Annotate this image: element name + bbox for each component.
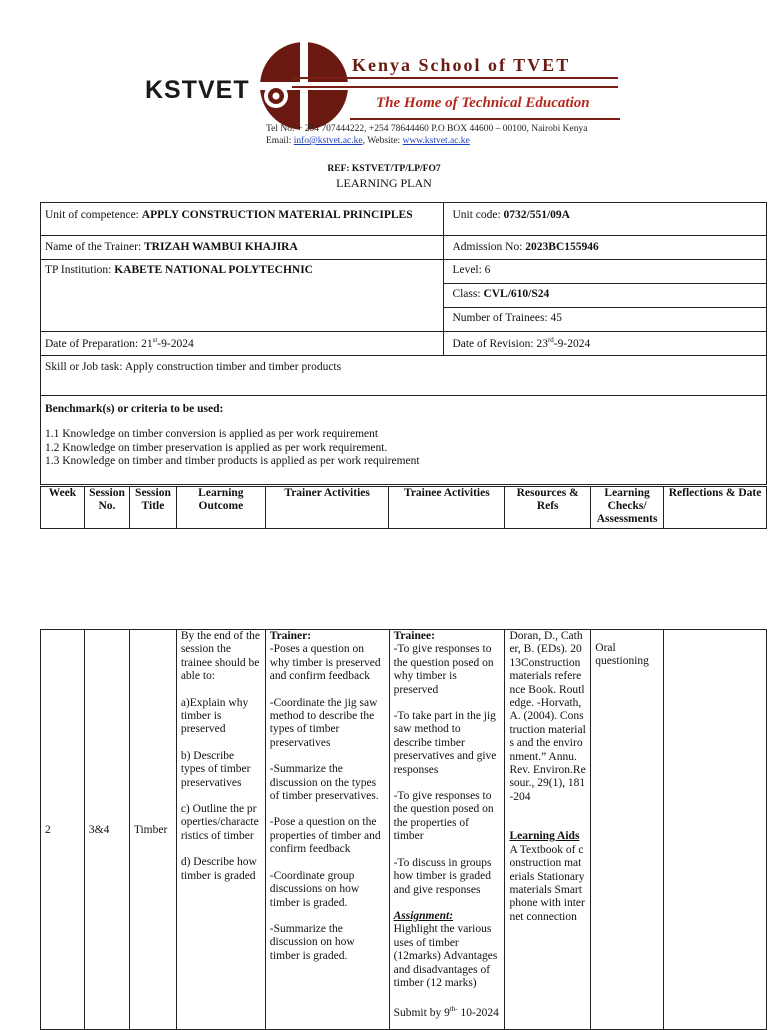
class-cell: Class: CVL/610/S24: [444, 284, 767, 308]
trainee-item: -To discuss in groups how timber is graded and give responses: [393, 856, 492, 896]
trainer-item: -Coordinate group discussions on how timber is graded.: [269, 869, 360, 909]
benchmarks-title: Benchmark(s) or criteria to be used:: [45, 403, 224, 415]
tp-institution-cell: TP Institution: KABETE NATIONAL POLYTECHNIC: [41, 260, 444, 332]
skill-job-task-cell: Skill or Job task: Apply construction timber and timber products: [41, 356, 767, 396]
row-resources-refs: [505, 630, 591, 1030]
number-of-trainees-cell: Number of Trainees: 45: [444, 308, 767, 332]
kstvet-wordmark: KSTVET: [145, 76, 250, 104]
trainer-item: -Summarize the discussion on how timber is graded.: [269, 922, 355, 962]
outcome-item: a)Explain why timber is preserved: [180, 696, 249, 736]
website-link[interactable]: www.kstvet.ac.ke: [402, 136, 470, 146]
row-learning-checks: Oral questioning: [591, 630, 664, 1030]
contact-tel: Tel No: + 254 707444222, +254 78644460 P.O BOX 44600 – 00100, Nairobi Kenya: [266, 124, 588, 134]
trainee-item: -To give responses to the question posed on why timber is preserved: [393, 643, 494, 696]
row-learning-outcome: [176, 630, 265, 1030]
trainer-item: -Poses a question on why timber is preserved and confirm feedback: [269, 643, 381, 683]
trainer-item: -Summarize the discussion on the types of timber preservatives.: [269, 763, 379, 803]
trainer-heading: Trainer:: [269, 630, 312, 642]
document-ref: REF: KSTVET/TP/LP/FO7: [327, 164, 441, 174]
outcome-item: d) Describe how timber is graded: [180, 856, 257, 882]
admission-no-cell: Admission No: 2023BC155946: [444, 236, 767, 260]
header-week: Week: [41, 487, 85, 529]
outcome-item: c) Outline the properties/characteristics of timber: [180, 803, 259, 842]
contact-email-line: [266, 136, 470, 146]
trainee-heading: Trainee:: [393, 630, 435, 642]
header-session-no: Session No.: [84, 487, 129, 529]
website-label: , Website:: [362, 136, 401, 146]
header-resources-refs: Resources & Refs: [505, 487, 591, 529]
school-name: Kenya School of TVET: [352, 55, 571, 75]
row-week: 2: [41, 630, 85, 1030]
assignment-text: Highlight the various uses of timber (12marks) Advantages and disadvantages of timber (12 marks): [393, 923, 498, 989]
header-session-title: Session Title: [129, 487, 176, 529]
header-trainee-activities: Trainee Activities: [389, 487, 505, 529]
header-rule-top: [292, 77, 618, 79]
header-reflections-date: Reflections & Date: [664, 487, 767, 529]
header-rule-middle: [292, 86, 618, 88]
learning-aids-heading: Learning Aids: [509, 830, 580, 843]
trainee-item: -To give responses to the question posed on the properties of timber: [393, 790, 494, 843]
trainer-item: -Pose a question on the properties of timber and confirm feedback: [269, 816, 381, 856]
row-trainee-activities: [389, 630, 505, 1030]
trainee-item: -To take part in the jig saw method to describe timber preservatives and give responses: [393, 710, 497, 776]
row-session-no: 3&4: [84, 630, 129, 1030]
learning-aids-text: A Textbook of construction materials Stationary materials Smartphone with internet connection: [509, 843, 585, 923]
email-label: Email:: [266, 136, 292, 146]
assignment-heading: Assignment:: [393, 909, 454, 922]
info-table: [40, 202, 767, 485]
header-learning-outcome: Learning Outcome: [176, 487, 265, 529]
level-cell: Level: 6: [444, 260, 767, 284]
row-session-title: Timber: [129, 630, 176, 1030]
date-of-revision-cell: Date of Revision: 23rd-9-2024: [444, 332, 767, 356]
header-trainer-activities: Trainer Activities: [265, 487, 389, 529]
letterhead: [0, 0, 768, 160]
trainer-name-cell: Name of the Trainer: TRIZAH WAMBUI KHAJIRA: [41, 236, 444, 260]
row-trainer-activities: [265, 630, 389, 1030]
email-link[interactable]: info@kstvet.ac.ke: [293, 136, 363, 146]
benchmarks-cell: [41, 396, 767, 485]
benchmark-item: 1.3 Knowledge on timber and timber products is applied as per work requirement: [45, 455, 420, 468]
header-learning-checks: Learning Checks/ Assessments: [591, 487, 664, 529]
date-of-preparation-cell: Date of Preparation: 21st-9-2024: [41, 332, 444, 356]
benchmark-item: 1.2 Knowledge on timber preservation is applied as per work requirement.: [45, 441, 388, 454]
session-header-table: [40, 486, 767, 529]
outcome-item: b) Describe types of timber preservatives: [180, 749, 251, 789]
header-rule-bottom: [350, 118, 620, 120]
benchmark-item: 1.1 Knowledge on timber conversion is applied as per work requirement: [45, 428, 379, 440]
trainer-item: -Coordinate the jig saw method to describe the types of timber preservatives: [269, 696, 378, 749]
document-title: LEARNING PLAN: [336, 176, 432, 190]
unit-of-competence-cell: Unit of competence: APPLY CONSTRUCTION MATERIAL PRINCIPLES: [41, 203, 444, 236]
session-row-table: [40, 629, 767, 1030]
unit-code-cell: Unit code: 0732/551/09A: [444, 203, 767, 236]
outcome-intro: By the end of the session the trainee should be able to:: [180, 630, 261, 683]
row-reflections: [664, 630, 767, 1030]
references-text: Doran, D., Cather, B. (EDs). 2013Construction materials reference Book. Routledge. -Horvath, A. (2004). Construction materials and the environment.” Annu. Rev. Environ.Resour., 29(1), 181-204: [509, 630, 586, 803]
submission-date: Submit by $9^{th-}$ 10-2024: [393, 1005, 499, 1020]
school-tagline: The Home of Technical Education: [376, 95, 590, 111]
